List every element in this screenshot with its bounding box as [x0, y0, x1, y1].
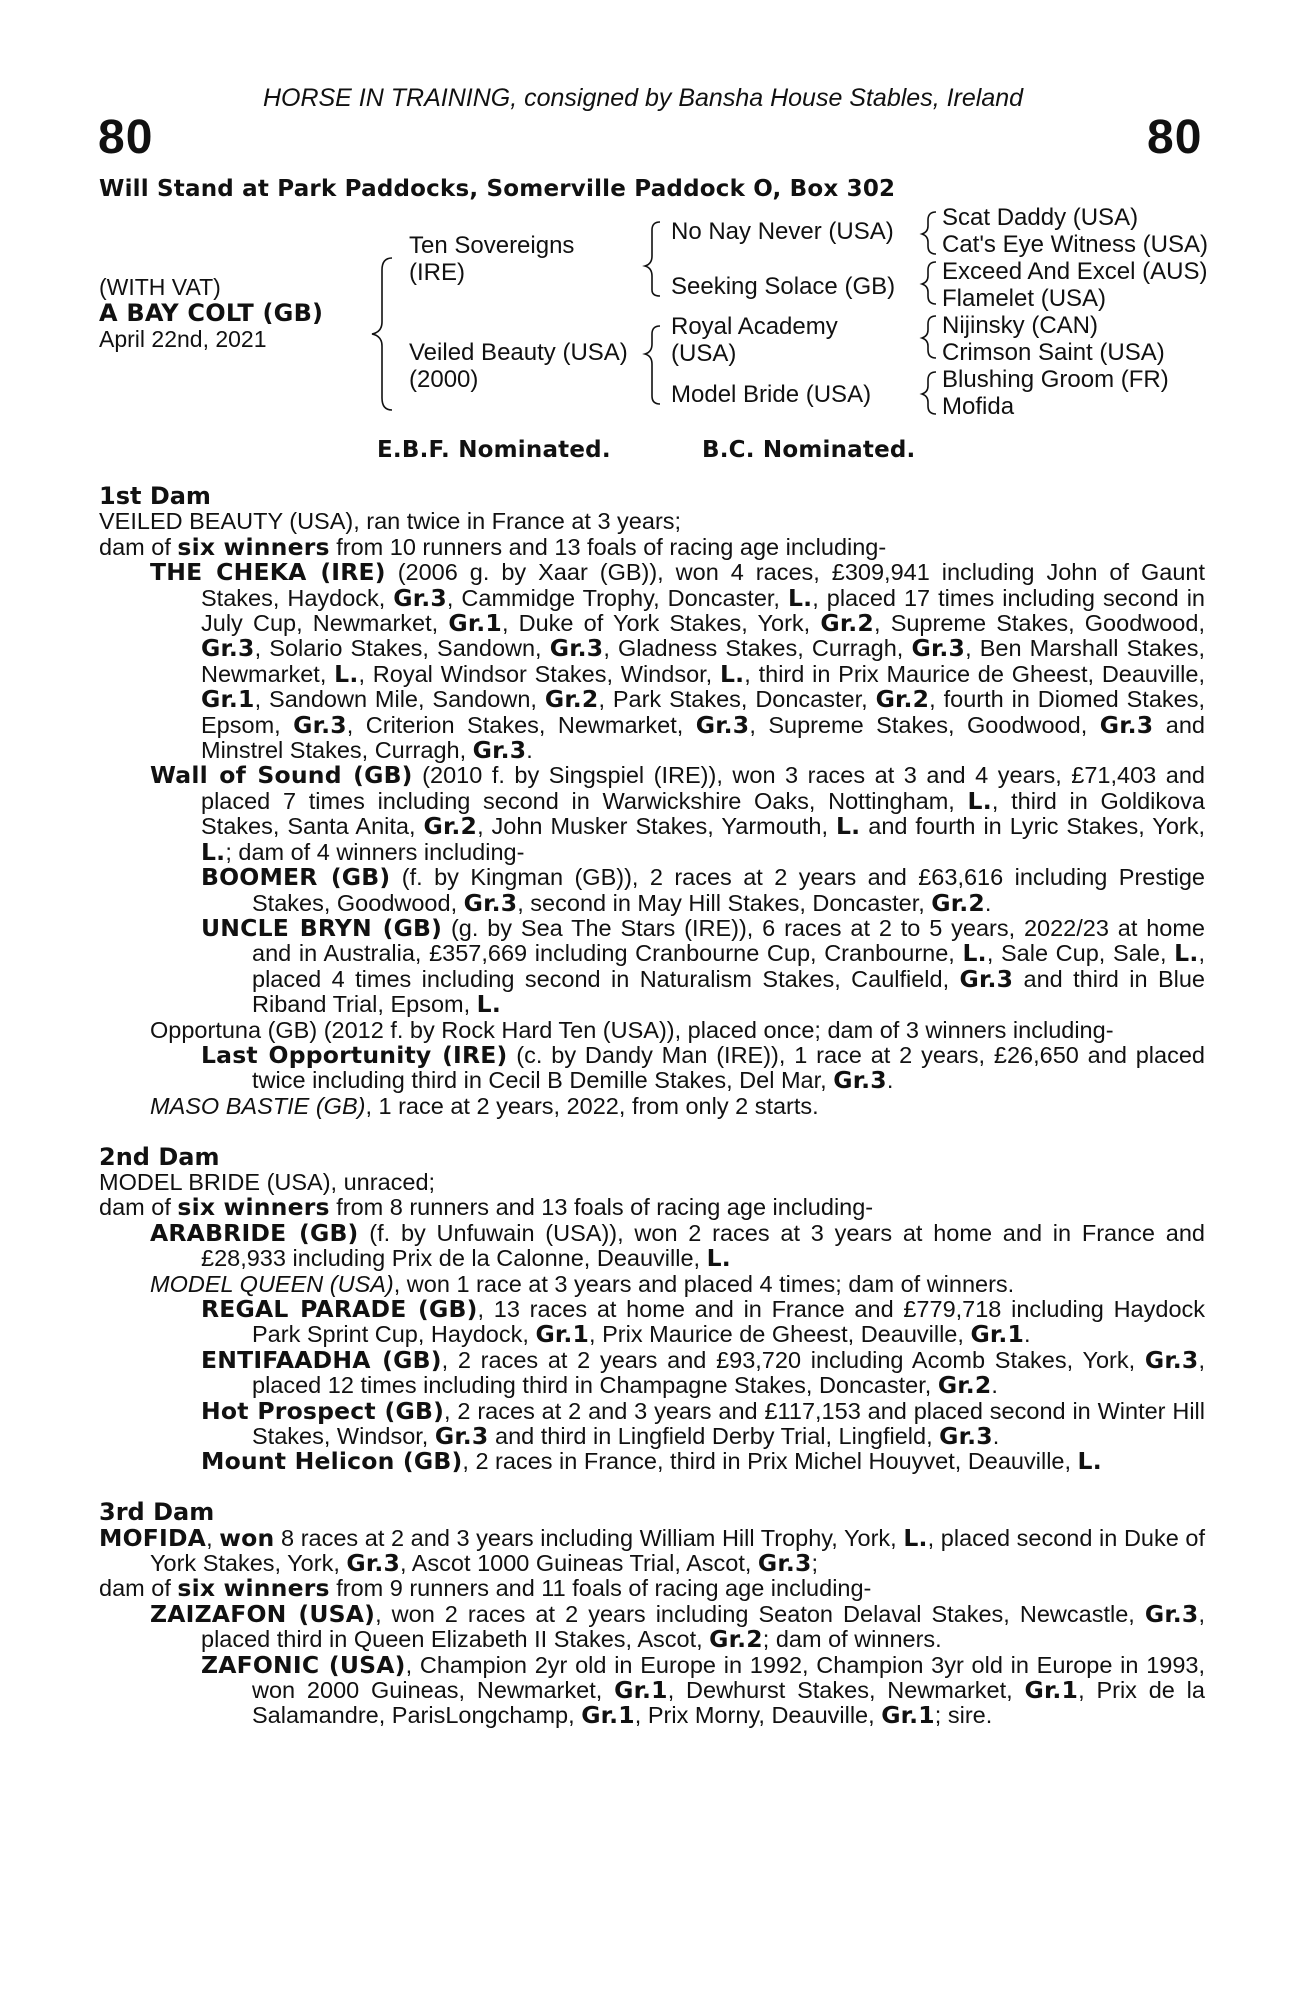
bold-run: Gr.2: [709, 1625, 763, 1654]
bold-run: Gr.3: [472, 736, 527, 765]
bold-run: L.: [201, 837, 226, 866]
bold-run: MOFIDA: [99, 1523, 207, 1552]
bold-run: L.: [706, 1244, 731, 1273]
sire-name-line2: (IRE): [409, 259, 465, 286]
bold-run: Gr.3: [757, 1549, 812, 1578]
text-run: Opportuna (GB) (2012 f. by Rock Hard Ten (USA)), placed once; dam of 3 winners including-: [150, 1016, 1114, 1043]
text-run: , Supreme Stakes, Goodwood,: [749, 711, 1100, 738]
text-run: , 2 races at 2 years and £93,720 including Acomb Stakes, York,: [441, 1346, 1145, 1373]
text-run: ,: [206, 1524, 220, 1551]
bold-run: Gr.3: [911, 634, 966, 663]
pedigree-entry: [99, 1345, 1205, 1400]
dam-name-line1: Veiled Beauty (USA): [409, 339, 628, 366]
bold-run: Gr.3: [463, 888, 518, 917]
great-granddam-2: Flamelet (USA): [942, 285, 1107, 312]
text-run: (c. by Dandy Man (IRE)), 1 race at 2 years, £26,650 and placed twice including third in Cecil B Demille Stakes, Del Mar,: [252, 1041, 1205, 1094]
bold-run: Gr.3: [293, 710, 347, 739]
great-grandsire-3: Nijinsky (CAN): [942, 312, 1098, 339]
pedigree-entry: [99, 763, 1205, 865]
pedigree-entry: [99, 1218, 1205, 1273]
bold-run: Gr.2: [875, 685, 930, 714]
pedigree-entry: [99, 1294, 1206, 1349]
great-grandsire-1: Scat Daddy (USA): [942, 204, 1139, 231]
bold-run: Gr.3: [393, 583, 447, 612]
pedigree-entry: [99, 1650, 1206, 1730]
pedigree-entry: [99, 560, 1205, 763]
lot-number-left: 80: [98, 111, 154, 164]
dam-sire-name: [671, 313, 838, 367]
section-title: 1st Dam: [99, 482, 211, 510]
text-run: VEILED BEAUTY (USA), ran twice in France at 3 years;: [99, 508, 682, 535]
text-run: , Criterion Stakes, Newmarket,: [346, 711, 696, 738]
text-run: , Prix Maurice de Gheest, Deauville,: [589, 1321, 971, 1348]
pedigree-entry: [99, 1018, 1205, 1043]
dam-sire-name-line2: (USA): [671, 340, 737, 367]
dam-name-line2: (2000): [409, 366, 479, 393]
bold-run: six winners: [177, 1574, 330, 1603]
dam-dam-name: Model Bride (USA): [671, 381, 872, 408]
text-run: , Royal Windsor Stakes, Windsor,: [358, 660, 720, 687]
text-run: , placed third in Queen Elizabeth II Stakes, Ascot,: [201, 1600, 1205, 1653]
bold-run: Gr.3: [549, 634, 604, 663]
stabling-location: Will Stand at Park Paddocks, Somerville Paddock O, Box 302: [99, 176, 896, 202]
text-run: dam of: [99, 1194, 178, 1221]
pedigree-entry: [99, 509, 1205, 534]
pedigree-entry: [99, 1170, 1205, 1195]
bold-run: Gr.2: [931, 888, 985, 917]
sire-name: [409, 232, 574, 286]
bold-run: L.: [719, 659, 745, 688]
text-run: and Minstrel Stakes, Curragh,: [201, 711, 1205, 764]
bold-run: Gr.1: [614, 1676, 668, 1705]
text-run: , Sandown Mile, Sandown,: [254, 686, 545, 713]
consignor-line: HORSE IN TRAINING, consigned by Bansha House Stables, Ireland: [262, 84, 1024, 112]
lot-number-right: 80: [1147, 111, 1203, 164]
text-run: , Cammidge Trophy, Doncaster,: [446, 584, 788, 611]
dam-sire-name-line1: Royal Academy: [671, 313, 838, 340]
text-run: , Supreme Stakes, Goodwood,: [873, 610, 1205, 637]
bold-run: Gr.3: [1144, 1599, 1199, 1628]
text-run: ; sire.: [934, 1702, 993, 1729]
bold-run: Gr.1: [970, 1320, 1025, 1349]
bold-run: L.: [476, 990, 501, 1019]
bold-run: Last Opportunity (IRE): [201, 1040, 508, 1069]
text-run: , 2 races in France, third in Prix Michel Houyvet, Deauville,: [462, 1448, 1078, 1475]
bold-run: Gr.3: [346, 1549, 400, 1578]
subject-description: A BAY COLT (GB): [99, 299, 324, 327]
bold-run: ZAIZAFON (USA): [150, 1599, 376, 1628]
section-title: 2nd Dam: [99, 1142, 220, 1171]
text-run: and third in Lingfield Derby Trial, Lingfield,: [488, 1423, 940, 1450]
text-run: , 13 races at home and in France and £779,718 including Haydock Park Sprint Cup, Haydock,: [252, 1295, 1206, 1348]
text-run: ;: [811, 1550, 819, 1577]
bold-run: Gr.1: [448, 609, 502, 638]
text-run: , Duke of York Stakes, York,: [501, 610, 821, 637]
dam-section: [99, 1500, 1205, 1729]
bc-nomination: B.C. Nominated.: [702, 437, 916, 463]
bold-run: won: [219, 1523, 275, 1552]
sire-sire-name: No Nay Never (USA): [671, 218, 894, 245]
bold-run: ENTIFAADHA (GB): [201, 1345, 442, 1374]
bold-run: Gr.1: [201, 685, 255, 714]
text-run: from 8 runners and 13 foals of racing age including-: [329, 1194, 874, 1221]
text-run: .: [1024, 1321, 1031, 1348]
bold-run: Gr.3: [1144, 1345, 1199, 1374]
pedigree-entry: [99, 1396, 1205, 1451]
bold-run: Gr.3: [1099, 710, 1154, 739]
text-run: , Prix Morny, Deauville,: [634, 1702, 882, 1729]
bold-run: L.: [903, 1523, 928, 1552]
vat-note: (WITH VAT): [99, 274, 221, 300]
text-run: dam of: [99, 533, 178, 560]
bold-run: BOOMER (GB): [201, 863, 391, 892]
bold-run: ZAFONIC (USA): [201, 1650, 406, 1679]
bold-run: REGAL PARADE (GB): [201, 1294, 478, 1323]
sire-dam-name: Seeking Solace (GB): [671, 273, 896, 300]
bold-run: THE CHEKA (IRE): [150, 558, 386, 587]
pedigree-entry: [99, 1523, 1206, 1578]
text-run: , Park Stakes, Doncaster,: [598, 686, 876, 713]
bold-run: L.: [1077, 1447, 1102, 1476]
bold-run: L.: [835, 812, 861, 841]
bold-run: Gr.3: [939, 1422, 993, 1451]
text-run: .: [886, 1067, 894, 1094]
text-run: ; dam of winners.: [762, 1626, 942, 1653]
pedigree-entry: [99, 865, 1205, 916]
text-run: and third in Blue Riband Trial, Epsom,: [252, 965, 1205, 1018]
text-run: , 2 races at 2 and 3 years and £117,153 and placed second in Winter Hill Stakes, Windsor,: [252, 1397, 1205, 1450]
family-details: [99, 484, 1205, 1729]
text-run: , third in Prix Maurice de Gheest, Deauville,: [744, 660, 1206, 687]
ebf-nomination: E.B.F. Nominated.: [377, 437, 611, 463]
great-granddam-4: Mofida: [942, 393, 1015, 420]
bold-run: Gr.2: [820, 609, 874, 638]
text-run: , placed 12 times including third in Champagne Stakes, Doncaster,: [252, 1346, 1205, 1399]
bold-run: six winners: [177, 532, 330, 561]
text-run: from 9 runners and 11 foals of racing age including-: [329, 1575, 872, 1602]
text-run: , won 2 races at 2 years including Seaton Delaval Stakes, Newcastle,: [375, 1600, 1145, 1627]
pedigree-entry: [99, 1449, 1205, 1474]
great-grandsire-2: Exceed And Excel (AUS): [942, 258, 1208, 285]
bold-run: Gr.1: [535, 1320, 590, 1349]
bold-run: Gr.1: [881, 1701, 935, 1730]
pedigree-entry: [99, 1040, 1205, 1095]
bold-run: UNCLE BRYN (GB): [201, 913, 443, 942]
dam-section: [99, 484, 1205, 1119]
text-run: , third in Goldikova Stakes, Santa Anita,: [201, 787, 1206, 840]
pedigree-entry: [99, 913, 1206, 1019]
text-run: (2010 f. by Singspiel (IRE)), won 3 races at 3 and 4 years, £71,403 and placed 7 times including second in Warwickshire Oaks, Nottingham,: [201, 762, 1205, 814]
pedigree-entry: [99, 1576, 1205, 1601]
italic-run: MODEL QUEEN (USA): [150, 1270, 394, 1297]
text-run: , 1 race at 2 years, 2022, from only 2 starts.: [365, 1092, 819, 1119]
bold-run: Hot Prospect (GB): [201, 1396, 445, 1425]
dam-section: [99, 1142, 1206, 1476]
text-run: .: [984, 889, 992, 916]
section-title: 3rd Dam: [99, 1498, 215, 1527]
sire-name-line1: Ten Sovereigns: [409, 232, 575, 259]
bold-run: Gr.3: [833, 1066, 887, 1095]
text-run: .: [991, 1372, 998, 1399]
text-run: and fourth in Lyric Stakes, York,: [860, 813, 1205, 840]
text-run: , second in May Hill Stakes, Doncaster,: [517, 889, 932, 916]
text-run: , John Musker Stakes, Yarmouth,: [477, 813, 836, 840]
text-run: MODEL BRIDE (USA), unraced;: [99, 1168, 436, 1195]
bold-run: Mount Helicon (GB): [201, 1447, 463, 1476]
pedigree-entry: [99, 1195, 1205, 1220]
bold-run: Gr.3: [959, 964, 1014, 993]
great-granddam-3: Crimson Saint (USA): [942, 339, 1165, 366]
text-run: , Gladness Stakes, Curragh,: [603, 635, 912, 662]
text-run: (f. by Unfuwain (USA)), won 2 races at 3 years at home and in France and £28,933 including Prix de la Calonne, Deauville,: [201, 1219, 1205, 1272]
bold-run: Gr.1: [1024, 1676, 1079, 1705]
text-run: , fourth in Diomed Stakes, Epsom,: [201, 686, 1205, 738]
text-run: , Champion 2yr old in Europe in 1992, Champion 3yr old in Europe in 1993, won 2000 Guineas, Newmarket,: [252, 1651, 1206, 1704]
section-spacer: [99, 1475, 1205, 1500]
bold-run: L.: [967, 786, 992, 815]
text-run: .: [526, 737, 533, 764]
text-run: (f. by Kingman (GB)), 2 races at 2 years and £63,616 including Prestige Stakes, Goodwood,: [252, 864, 1205, 916]
text-run: 8 races at 2 and 3 years including William Hill Trophy, York,: [274, 1524, 904, 1551]
text-run: , won 1 race at 3 years and placed 4 times; dam of winners.: [393, 1270, 1015, 1297]
bold-run: L.: [962, 939, 987, 968]
text-run: .: [992, 1423, 1000, 1450]
text-run: , Dewhurst Stakes, Newmarket,: [667, 1677, 1025, 1704]
bold-run: Gr.1: [581, 1701, 635, 1730]
text-run: dam of: [99, 1575, 178, 1602]
bold-run: Gr.2: [937, 1371, 992, 1400]
text-run: (2006 g. by Xaar (GB)), won 4 races, £309,941 including John of Gaunt Stakes, Haydock,: [201, 559, 1205, 611]
bold-run: Gr.3: [695, 710, 750, 739]
pedigree-entry: [99, 1599, 1205, 1654]
bold-run: six winners: [177, 1193, 330, 1222]
dam-name: [409, 339, 628, 393]
italic-run: MASO BASTIE (GB): [150, 1092, 366, 1119]
pedigree-entry: [99, 532, 1205, 561]
great-granddam-1: Cat's Eye Witness (USA): [942, 231, 1208, 258]
bold-run: L.: [334, 659, 359, 688]
bold-run: Gr.2: [544, 685, 599, 714]
text-run: (g. by Sea The Stars (IRE)), 6 races at 2 to 5 years, 2022/23 at home and in Australia, £357,669 including Cranbourne Cup, Cranbourne,: [252, 914, 1205, 967]
bold-run: Gr.3: [201, 634, 255, 663]
pedigree-entry: [99, 1272, 1205, 1297]
text-run: , Ascot 1000 Guineas Trial, Ascot,: [400, 1550, 758, 1577]
foaling-date: April 22nd, 2021: [99, 326, 267, 352]
bold-run: L.: [1174, 939, 1199, 968]
text-run: , Sale Cup, Sale,: [986, 940, 1175, 967]
pedigree-entry: [99, 1094, 1205, 1119]
bold-run: ARABRIDE (GB): [150, 1218, 359, 1247]
text-run: , placed 4 times including second in Naturalism Stakes, Caulfield,: [252, 940, 1206, 992]
text-run: , Ben Marshall Stakes, Newmarket,: [201, 635, 1205, 687]
section-spacer: [99, 1119, 1205, 1144]
text-run: from 10 runners and 13 foals of racing age including-: [329, 533, 887, 560]
bold-run: Gr.3: [434, 1422, 489, 1451]
text-run: , Solario Stakes, Sandown,: [254, 635, 550, 662]
text-run: ; dam of 4 winners including-: [225, 838, 525, 865]
text-run: , placed 17 times including second in July Cup, Newmarket,: [201, 584, 1206, 637]
great-grandsire-4: Blushing Groom (FR): [942, 366, 1169, 393]
text-run: , Prix de la Salamandre, ParisLongchamp,: [252, 1677, 1205, 1729]
text-run: , placed second in Duke of York Stakes, York,: [150, 1524, 1206, 1577]
bold-run: Wall of Sound (GB): [150, 761, 413, 790]
bold-run: L.: [787, 583, 813, 612]
bold-run: Gr.2: [423, 812, 478, 841]
